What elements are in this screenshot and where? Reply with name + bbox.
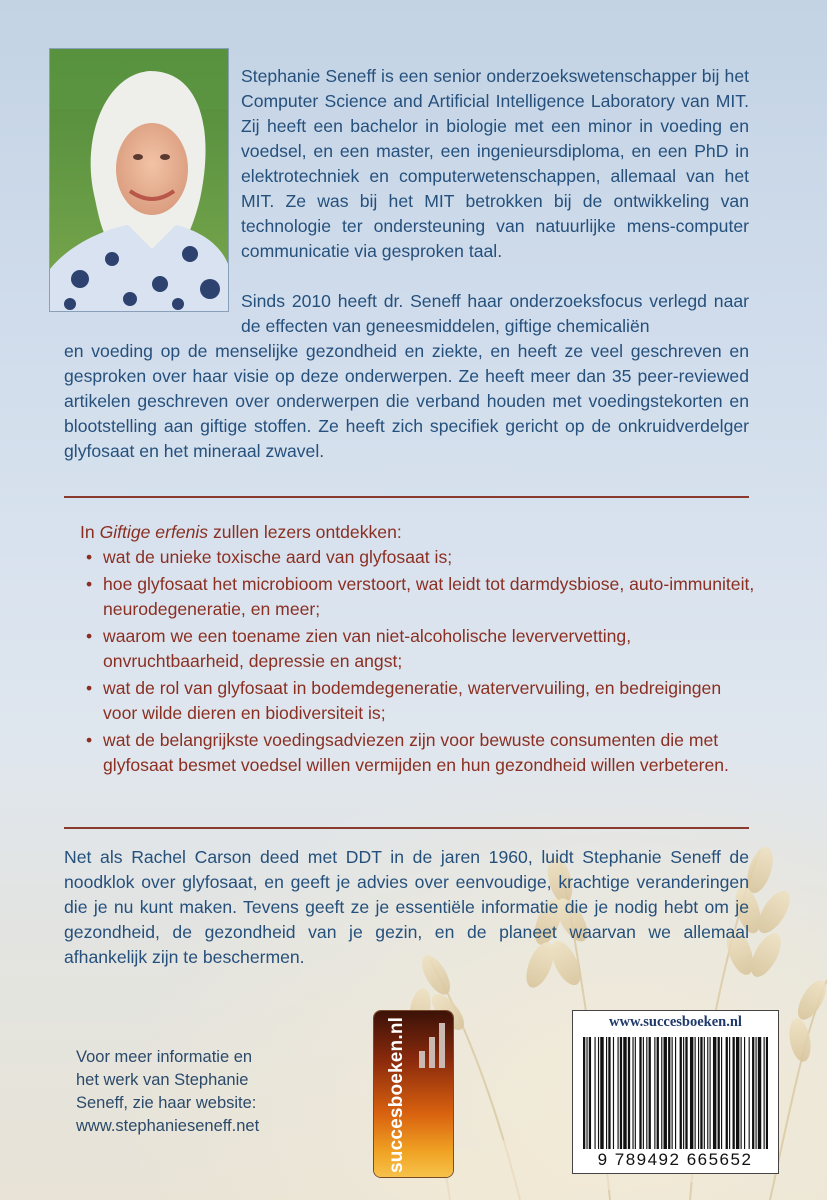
list-item-text: wat de belangrijkste voedingsadviezen zijn voor bewuste consumenten die met glyfosaat besmet voedsel willen vermijden en hun gezondheid willen verbeteren. [103,730,729,775]
barcode-bar [741,1037,742,1149]
bullet-icon: • [86,678,93,698]
divider-rule-top [64,496,749,498]
barcode-bar [646,1037,647,1149]
barcode-bar [657,1037,659,1149]
barcode-bar [586,1037,587,1149]
barcode-bar [618,1037,619,1149]
barcode-bar [649,1037,651,1149]
closing-paragraph: Net als Rachel Carson deed met DDT in de jaren 1960, luidt Stephanie Seneff de noodklok over glyfosaat, en geeft je advies over eenvoudige, krachtige veranderingen die je nu kunt maken. Tevens geeft ze je essentiële informatie die je nodig hebt om je gezondheid, de gezondheid van je gezin, en de planeet waarvan we allemaal afhankelijk zijn te beschermen. [64,847,749,967]
author-bio-paragraph-1: Stephanie Seneff is een senior onderzoekswetenschapper bij het Computer Science and Artificial Intelligence Laboratory van MIT. Zij heeft een bachelor in biologie met een minor in voeding en voedsel, en een master, een ingenieursdiploma, en een PhD in elektrotechniek en computerwetenschappen, allemaal van het MIT. Ze was bij het MIT betrokken bij de ontwikkeling van technologie ter ondersteuning van natuurlijke mens-computer communicatie via gesproken taal. [241,66,749,261]
barcode-bar [675,1037,676,1149]
list-item-text: waarom we een toename zien van niet-alcoholische leververvetting, onvruchtbaarheid, depressie en angst; [103,626,632,671]
barcode-bar [713,1037,716,1149]
barcode-bar [718,1037,720,1149]
barcode-bar [749,1037,750,1149]
barcode-bar [695,1037,696,1149]
barcode-bar [704,1037,705,1149]
book-features [80,520,760,780]
barcode-bar [598,1037,599,1149]
list-item [80,676,760,726]
more-info [76,1046,316,1138]
list-item-text: wat de unieke toxische aard van glyfosaat is; [103,547,453,567]
author-website: www.stephanieseneff.net [76,1117,260,1135]
author-bio-paragraph-2-continued: en voeding op de menselijke gezondheid en ziekte, en heeft ze veel geschreven en gesproken over haar visie op deze onderwerpen. Ze heeft meer dan 35 peer-reviewed artikelen geschreven over onderwerpen die verband houden met voedingstekorten en blootstelling aan giftige stoffen. Ze heeft zich specifiek gericht op de onkruidverdelger glyfosaat en het mineraal zwavel. [64,341,749,461]
barcode-image [583,1037,768,1153]
barcode-bar [758,1037,761,1149]
list-item [80,572,760,622]
barcode-bar [736,1037,739,1149]
barcode-bar [606,1037,607,1149]
barcode-bar [643,1037,644,1149]
barcode-bar [620,1037,622,1149]
list-item-text: wat de rol van glyfosaat in bodemdegeneratie, watervervuiling, en bedreigingen voor wilde dieren en biodiversiteit is; [103,678,722,723]
barcode-bar [628,1037,630,1149]
barcode-bar [764,1037,765,1149]
barcode-bar [680,1037,682,1149]
bullet-icon: • [86,574,93,594]
barcode-bar [661,1037,662,1149]
bullet-icon: • [86,730,93,750]
barcode-bar [766,1037,768,1149]
barcode-bar [752,1037,754,1149]
isbn-barcode-panel [572,1010,779,1174]
barcode-bar [726,1037,728,1149]
bar-chart-icon [419,1023,445,1068]
publisher-url: www.succesboeken.nl [609,1014,742,1030]
barcode-bar [710,1037,711,1149]
more-info-line: Voor meer informatie en [76,1048,253,1066]
bullet-icon: • [86,626,93,646]
bullet-icon: • [86,547,93,567]
barcode-bar [721,1037,722,1149]
barcode-bar [707,1037,708,1149]
divider-rule-bottom [64,827,749,829]
barcode-bar [589,1037,591,1149]
publisher-logo [374,1011,453,1177]
more-info-line: het werk van Stephanie [76,1071,249,1089]
barcode-bar [729,1037,730,1149]
barcode-bar [744,1037,745,1149]
barcode-bar [595,1037,596,1149]
barcode-bar [668,1037,670,1149]
barcode-bar [756,1037,757,1149]
features-list [80,545,760,778]
list-item-text: hoe glyfosaat het microbioom verstoort, wat leidt tot darmdysbiose, auto-immuniteit, neurodegeneratie, en meer; [103,574,755,619]
book-title: Giftige erfenis [99,522,209,542]
barcode-bar [700,1037,702,1149]
list-item [80,624,760,674]
barcode-bar [639,1037,641,1149]
barcode-bar [733,1037,735,1149]
publisher-logo-text: succesboeken.nl [386,1016,407,1173]
list-item [80,728,760,778]
barcode-bar [583,1037,585,1149]
features-intro-suffix: zullen lezers ontdekken: [208,522,402,542]
barcode-bar [698,1037,699,1149]
barcode-bar [683,1037,684,1149]
barcode-bar [654,1037,655,1149]
features-intro-prefix: In [80,522,100,542]
barcode-bar [623,1037,626,1149]
barcode-bar [672,1037,673,1149]
barcode-bar [608,1037,610,1149]
barcode-bar [600,1037,603,1149]
isbn-number: 9 789492 665652 [597,1150,753,1169]
barcode-bar [664,1037,667,1149]
more-info-line: Seneff, zie haar website: [76,1094,257,1112]
barcode-bar [632,1037,633,1149]
barcode-bar [635,1037,636,1149]
author-photo [49,48,229,312]
barcode-bar [613,1037,614,1149]
list-item [80,545,760,570]
author-bio-paragraph-2-start: Sinds 2010 heeft dr. Seneff haar onderzoeksfocus verlegd naar de effecten van geneesmiddelen, giftige chemicaliën [241,291,749,336]
barcode-bar [685,1037,687,1149]
features-intro [80,520,760,545]
barcode-bar [690,1037,693,1149]
